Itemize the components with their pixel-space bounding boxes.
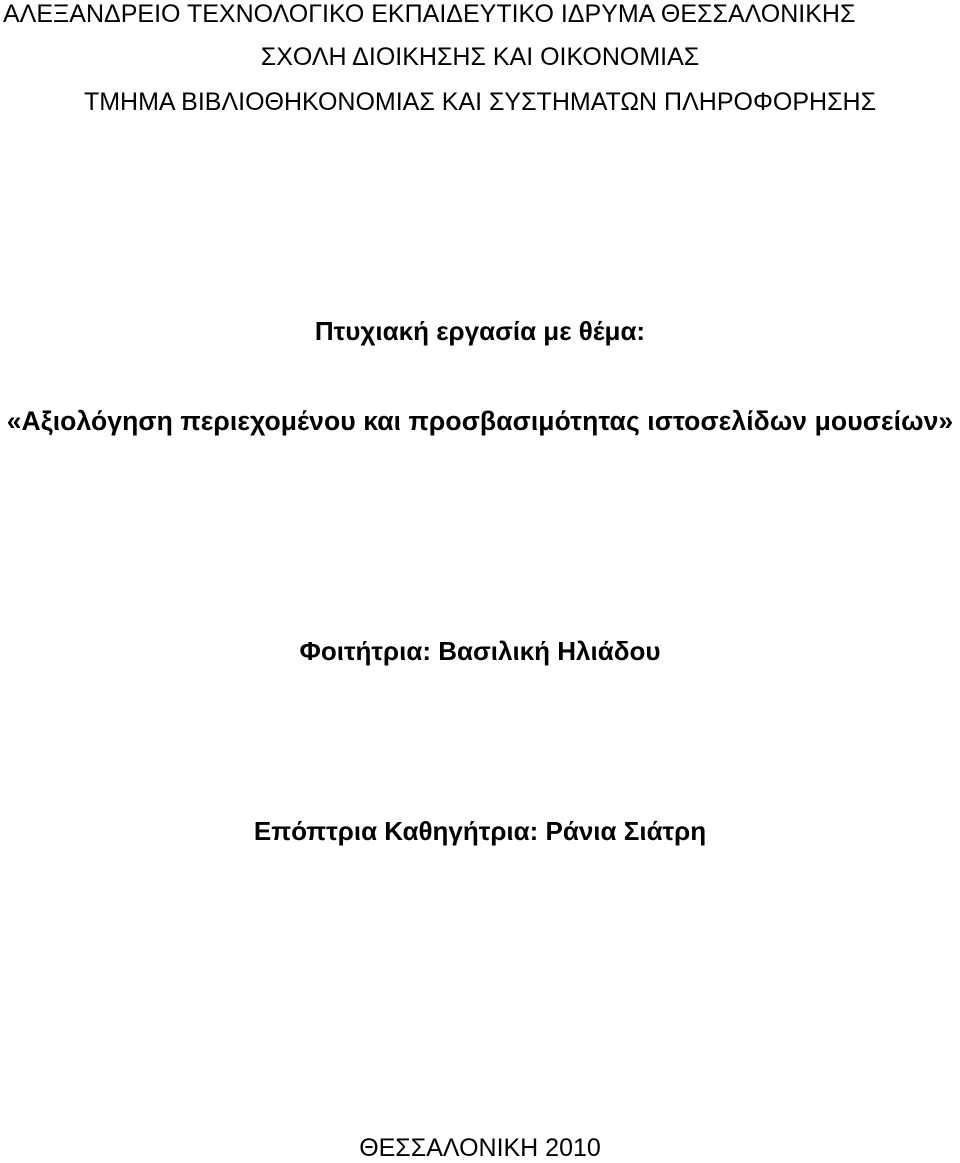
school-name: ΣΧΟΛΗ ΔΙΟΙΚΗΣΗΣ ΚΑΙ ΟΙΚΟΝΟΜΙΑΣ <box>260 43 700 71</box>
institution-name: ΑΛΕΞΑΝΔΡΕΙΟ ΤΕΧΝΟΛΟΓΙΚΟ ΕΚΠΑΙΔΕΥΤΙΚΟ ΙΔΡΥΜΑ ΘΕΣΣΑΛΟΝΙΚΗΣ <box>3 0 856 28</box>
supervisor-name: Επόπτρια Καθηγήτρια: Ράνια Σιάτρη <box>253 816 707 846</box>
thesis-label: Πτυχιακή εργασία με θέμα: <box>314 316 646 346</box>
thesis-title: «Αξιολόγηση περιεχομένου και προσβασιμότητας ιστοσελίδων μουσείων» <box>6 406 954 436</box>
place-year: ΘΕΣΣΑΛΟΝΙΚΗ 2010 <box>359 1134 601 1162</box>
department-name: ΤΜΗΜΑ ΒΙΒΛΙΟΘΗΚΟΝΟΜΙΑΣ ΚΑΙ ΣΥΣΤΗΜΑΤΩΝ ΠΛΗΡΟΦΟΡΗΣΗΣ <box>83 88 877 116</box>
student-name: Φοιτήτρια: Βασιλική Ηλιάδου <box>299 636 661 666</box>
